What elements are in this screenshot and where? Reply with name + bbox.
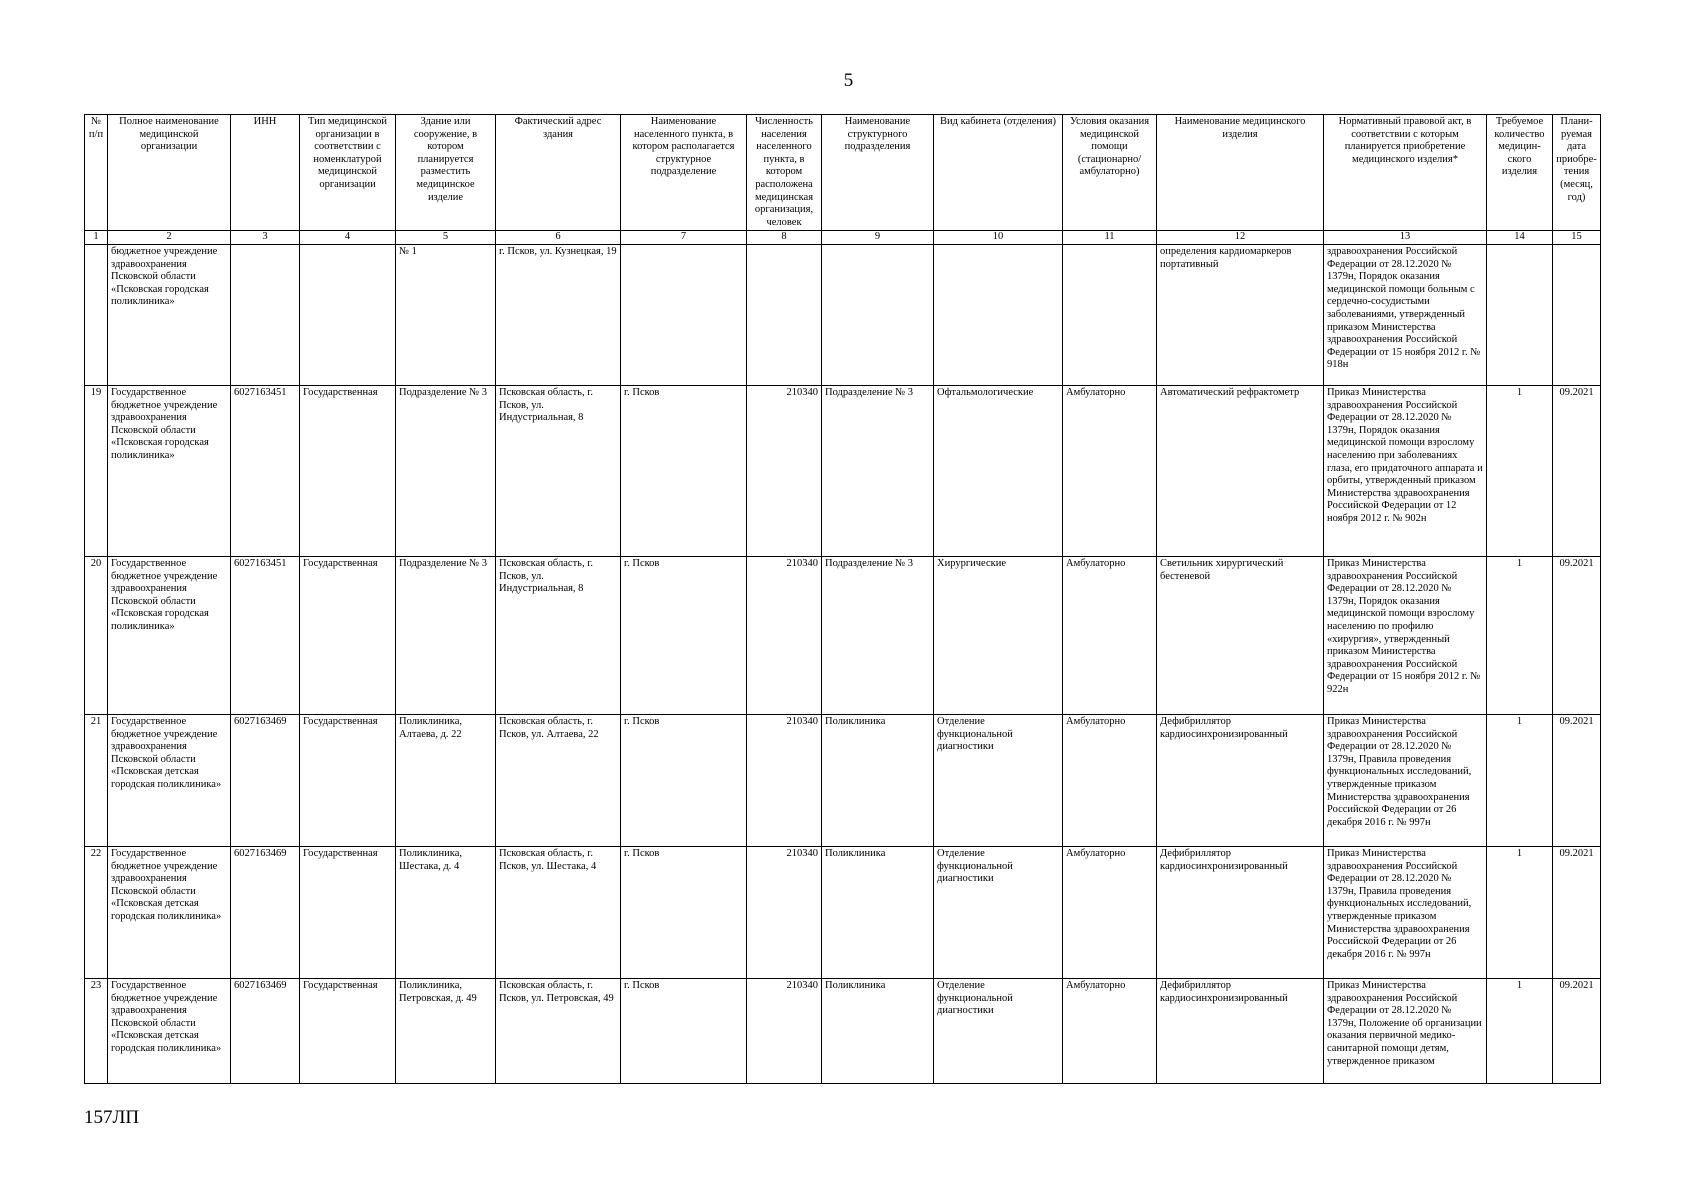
table-row — [85, 978, 1601, 1083]
cell-population: 210340 — [747, 846, 822, 978]
cell-act: Приказ Министерства здравоохранения Российской Федерации от 28.12.2020 № 1379н, Порядок оказания медицинской помощи взрослому населению при заболеваниях глаза, его придаточного аппарата и орбиты, утвержденный приказом Министерства здравоохранения Российской Федерации от 12 ноября 2012 г. № 902н — [1324, 385, 1487, 556]
cell-conditions: Амбулаторно — [1063, 556, 1157, 714]
cell-cabinet: Отделение функциональной диагностики — [934, 846, 1063, 978]
column-number: 14 — [1487, 231, 1553, 245]
cell-qty: 1 — [1487, 385, 1553, 556]
cell-address: Псковская область, г. Псков, ул. Индустриальная, 8 — [496, 556, 621, 714]
cell-org: Государственное бюджетное учреждение здравоохранения Псковской области «Псковская детская городская поликлиника» — [108, 714, 231, 846]
column-header: Плани-руемая дата приобре-тения (месяц, год) — [1553, 115, 1601, 231]
cell-address: Псковская область, г. Псков, ул. Алтаева, 22 — [496, 714, 621, 846]
cell-building: Поликлиника, Шестака, д. 4 — [396, 846, 496, 978]
column-number-row — [85, 231, 1601, 245]
cell-conditions: Амбулаторно — [1063, 846, 1157, 978]
cell-date: 09.2021 — [1553, 385, 1601, 556]
cell-date: 09.2021 — [1553, 556, 1601, 714]
cell-number: 22 — [85, 846, 108, 978]
cell-type: Государственная — [300, 978, 396, 1083]
cell-cabinet: Офтальмологические — [934, 385, 1063, 556]
cell-address: Псковская область, г. Псков, ул. Индустриальная, 8 — [496, 385, 621, 556]
cell-conditions: Амбулаторно — [1063, 714, 1157, 846]
table-row — [85, 714, 1601, 846]
cell-building: Подразделение № 3 — [396, 556, 496, 714]
column-header: Наименование медицинского изделия — [1157, 115, 1324, 231]
column-header: Здание или сооружение, в котором планируется разместить медицинское изделие — [396, 115, 496, 231]
column-number: 9 — [822, 231, 934, 245]
cell-date: 09.2021 — [1553, 978, 1601, 1083]
cell-org: Государственное бюджетное учреждение здравоохранения Псковской области «Псковская детская городская поликлиника» — [108, 978, 231, 1083]
cell-type: Государственная — [300, 385, 396, 556]
cell-population — [747, 244, 822, 385]
cell-device: Автоматический рефрактометр — [1157, 385, 1324, 556]
column-number: 4 — [300, 231, 396, 245]
column-number: 2 — [108, 231, 231, 245]
column-number: 3 — [231, 231, 300, 245]
cell-inn: 6027163469 — [231, 846, 300, 978]
column-number: 7 — [621, 231, 747, 245]
column-number: 11 — [1063, 231, 1157, 245]
column-header: Наименование населенного пункта, в котором располагается структурное подразделение — [621, 115, 747, 231]
cell-address: Псковская область, г. Псков, ул. Шестака, 4 — [496, 846, 621, 978]
column-header: Требуемое количество медицин-ского изделия — [1487, 115, 1553, 231]
cell-type: Государственная — [300, 714, 396, 846]
cell-locality — [621, 244, 747, 385]
table-row — [85, 244, 1601, 385]
column-header: Численность населения населенного пункта, в котором расположена медицинская организация, человек — [747, 115, 822, 231]
cell-device: Дефибриллятор кардиосинхронизированный — [1157, 978, 1324, 1083]
table-row — [85, 385, 1601, 556]
cell-device: Дефибриллятор кардиосинхронизированный — [1157, 714, 1324, 846]
cell-unit: Подразделение № 3 — [822, 385, 934, 556]
cell-number: 23 — [85, 978, 108, 1083]
cell-number: 20 — [85, 556, 108, 714]
cell-number: 21 — [85, 714, 108, 846]
cell-population: 210340 — [747, 714, 822, 846]
cell-cabinet — [934, 244, 1063, 385]
equipment-table — [84, 114, 1601, 1084]
cell-org: Государственное бюджетное учреждение здравоохранения Псковской области «Псковская детская городская поликлиника» — [108, 846, 231, 978]
cell-inn: 6027163469 — [231, 714, 300, 846]
cell-unit: Поликлиника — [822, 714, 934, 846]
cell-qty: 1 — [1487, 556, 1553, 714]
column-number: 6 — [496, 231, 621, 245]
column-header: Условия оказания медицинской помощи (стационарно/ амбулаторно) — [1063, 115, 1157, 231]
cell-device: Дефибриллятор кардиосинхронизированный — [1157, 846, 1324, 978]
cell-cabinet: Отделение функциональной диагностики — [934, 714, 1063, 846]
cell-inn: 6027163451 — [231, 385, 300, 556]
cell-cabinet: Хирургические — [934, 556, 1063, 714]
column-number: 10 — [934, 231, 1063, 245]
page-number: 5 — [843, 70, 854, 91]
cell-number: 19 — [85, 385, 108, 556]
cell-unit: Поликлиника — [822, 846, 934, 978]
cell-population: 210340 — [747, 385, 822, 556]
column-number: 12 — [1157, 231, 1324, 245]
cell-type: Государственная — [300, 556, 396, 714]
cell-org: Государственное бюджетное учреждение здравоохранения Псковской области «Псковская городская поликлиника» — [108, 385, 231, 556]
column-header: ИНН — [231, 115, 300, 231]
cell-date: 09.2021 — [1553, 714, 1601, 846]
cell-date: 09.2021 — [1553, 846, 1601, 978]
cell-address: г. Псков, ул. Кузнецкая, 19 — [496, 244, 621, 385]
column-number: 5 — [396, 231, 496, 245]
cell-locality: г. Псков — [621, 846, 747, 978]
cell-inn: 6027163469 — [231, 978, 300, 1083]
cell-act: Приказ Министерства здравоохранения Российской Федерации от 28.12.2020 № 1379н, Правила проведения функциональных исследований, утвержденные приказом Министерства здравоохранения Российской Федерации от 26 декабря 2016 г. № 997н — [1324, 714, 1487, 846]
cell-building: № 1 — [396, 244, 496, 385]
cell-conditions: Амбулаторно — [1063, 385, 1157, 556]
cell-act: здравоохранения Российской Федерации от 28.12.2020 № 1379н, Порядок оказания медицинской помощи больным с сердечно-сосудистыми заболеваниями, утвержденный приказом Министерства здравоохранения Российской Федерации от 15 ноября 2012 г. № 918н — [1324, 244, 1487, 385]
cell-building: Поликлиника, Петровская, д. 49 — [396, 978, 496, 1083]
cell-type: Государственная — [300, 846, 396, 978]
table-row — [85, 556, 1601, 714]
column-number: 15 — [1553, 231, 1601, 245]
column-header: Полное наименование медицинской организации — [108, 115, 231, 231]
cell-inn: 6027163451 — [231, 556, 300, 714]
cell-qty: 1 — [1487, 846, 1553, 978]
cell-device: определения кардиомаркеров портативный — [1157, 244, 1324, 385]
table-row — [85, 846, 1601, 978]
column-header: Наименование структурного подразделения — [822, 115, 934, 231]
document-code: 157ЛП — [84, 1107, 140, 1128]
cell-unit — [822, 244, 934, 385]
cell-locality: г. Псков — [621, 978, 747, 1083]
column-number: 8 — [747, 231, 822, 245]
cell-unit: Поликлиника — [822, 978, 934, 1083]
header-row — [85, 115, 1601, 231]
cell-address: Псковская область, г. Псков, ул. Петровская, 49 — [496, 978, 621, 1083]
cell-org: бюджетное учреждение здравоохранения Псковской области «Псковская городская поликлиника» — [108, 244, 231, 385]
cell-building: Подразделение № 3 — [396, 385, 496, 556]
cell-conditions — [1063, 244, 1157, 385]
cell-unit: Подразделение № 3 — [822, 556, 934, 714]
cell-population: 210340 — [747, 556, 822, 714]
column-header: Тип медицинской организации в соответствии с номенклатурой медицинской организации — [300, 115, 396, 231]
column-header: Фактический адрес здания — [496, 115, 621, 231]
cell-building: Поликлиника, Алтаева, д. 22 — [396, 714, 496, 846]
cell-conditions: Амбулаторно — [1063, 978, 1157, 1083]
cell-population: 210340 — [747, 978, 822, 1083]
cell-qty — [1487, 244, 1553, 385]
cell-inn — [231, 244, 300, 385]
column-number: 1 — [85, 231, 108, 245]
cell-qty: 1 — [1487, 714, 1553, 846]
cell-type — [300, 244, 396, 385]
cell-cabinet: Отделение функциональной диагностики — [934, 978, 1063, 1083]
cell-device: Светильник хирургический бестеневой — [1157, 556, 1324, 714]
cell-locality: г. Псков — [621, 714, 747, 846]
cell-locality: г. Псков — [621, 385, 747, 556]
cell-date — [1553, 244, 1601, 385]
cell-act: Приказ Министерства здравоохранения Российской Федерации от 28.12.2020 № 1379н, Порядок оказания медицинской помощи взрослому населению по профилю «хирургия», утвержденный приказом Министерства здравоохранения Российской Федерации от 15 ноября 2012 г. № 922н — [1324, 556, 1487, 714]
cell-locality: г. Псков — [621, 556, 747, 714]
column-header: Нормативный правовой акт, в соответствии с которым планируется приобретение медицинского изделия* — [1324, 115, 1487, 231]
cell-act: Приказ Министерства здравоохранения Российской Федерации от 28.12.2020 № 1379н, Правила проведения функциональных исследований, утвержденные приказом Министерства здравоохранения Российской Федерации от 26 декабря 2016 г. № 997н — [1324, 846, 1487, 978]
cell-org: Государственное бюджетное учреждение здравоохранения Псковской области «Псковская городская поликлиника» — [108, 556, 231, 714]
column-header: Вид кабинета (отделения) — [934, 115, 1063, 231]
column-header: № п/п — [85, 115, 108, 231]
cell-number — [85, 244, 108, 385]
column-number: 13 — [1324, 231, 1487, 245]
cell-qty: 1 — [1487, 978, 1553, 1083]
cell-act: Приказ Министерства здравоохранения Российской Федерации от 28.12.2020 № 1379н, Положение об организации оказания первичной медико-санитарной помощи детям, утвержденное приказом — [1324, 978, 1487, 1083]
